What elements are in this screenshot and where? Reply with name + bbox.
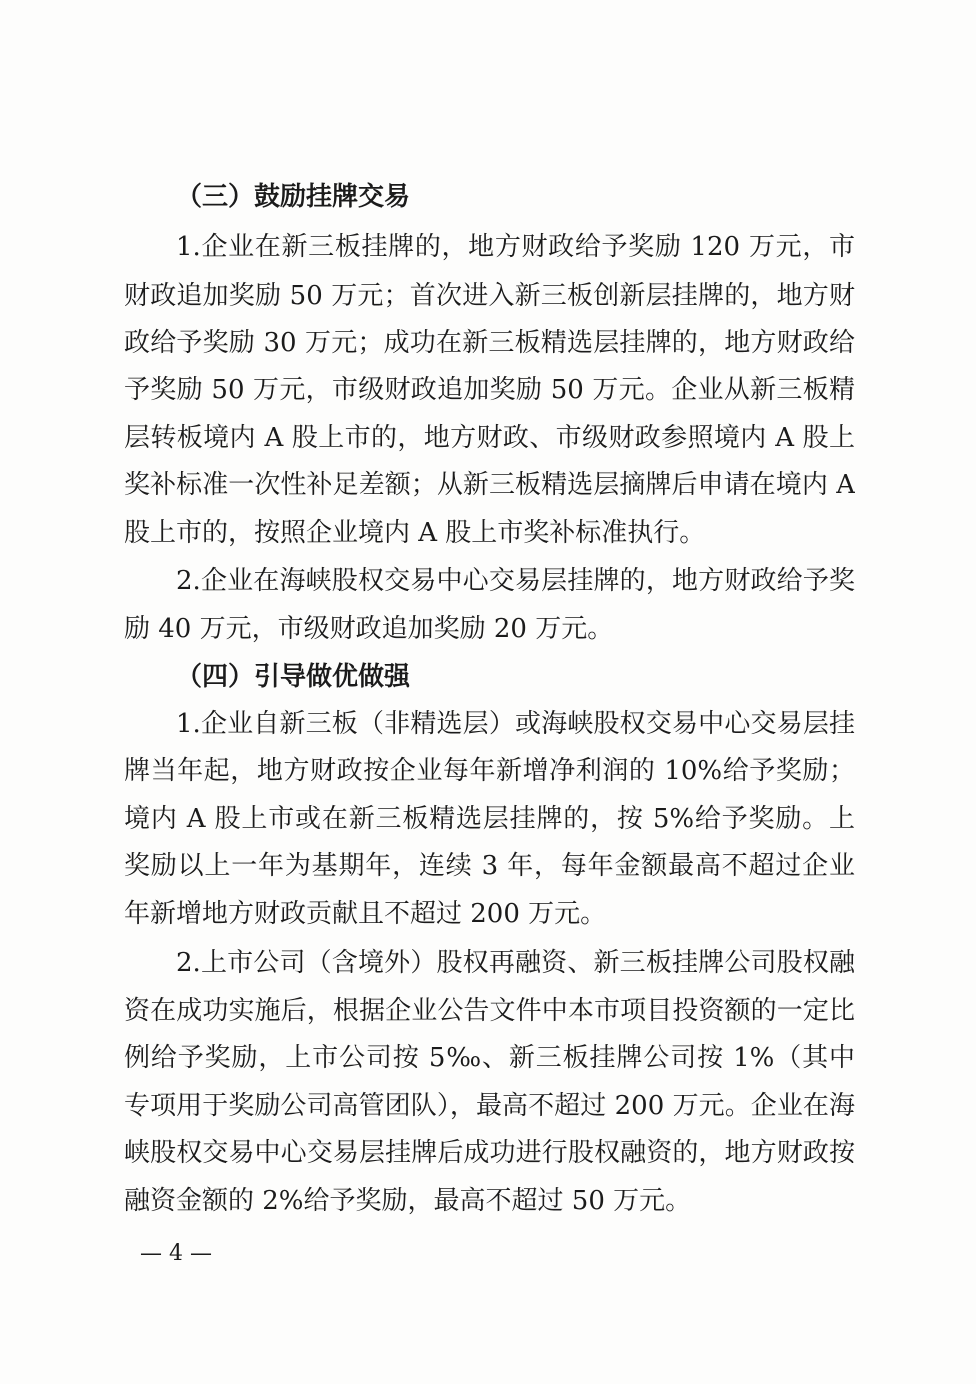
text-line: 股上市的，按照企业境内 A 股上市奖补标准执行。 (124, 518, 706, 548)
text-line: 境内 A 股上市或在新三板精选层挂牌的，按 5%给予奖励。上 (124, 804, 855, 834)
text-line: 峡股权交易中心交易层挂牌后成功进行股权融资的，地方财政按 (124, 1138, 855, 1168)
text-line: 奖励以上一年为基期年，连续 3 年，每年金额最高不超过企业 (124, 851, 855, 881)
text-line: 政给予奖励 30 万元；成功在新三板精选层挂牌的，地方财政给 (124, 328, 855, 358)
text-line: 1.企业在新三板挂牌的，地方财政给予奖励 120 万元，市 (176, 232, 855, 262)
text-line: 2.企业在海峡股权交易中心交易层挂牌的，地方财政给予奖 (176, 566, 855, 596)
text-line: 资在成功实施后，根据企业公告文件中本市项目投资额的一定比 (124, 996, 855, 1026)
text-line: 1.企业自新三板（非精选层）或海峡股权交易中心交易层挂 (176, 709, 855, 739)
section-heading: （三）鼓励挂牌交易 (176, 182, 411, 212)
text-line: 层转板境内 A 股上市的，地方财政、市级财政参照境内 A 股上 (124, 423, 855, 453)
text-line: 奖补标准一次性补足差额；从新三板精选层摘牌后申请在境内 A (124, 470, 855, 500)
text-line: 例给予奖励，上市公司按 5‰、新三板挂牌公司按 1%（其中 (124, 1043, 855, 1073)
text-line: 年新增地方财政贡献且不超过 200 万元。 (124, 899, 607, 929)
text-line: 财政追加奖励 50 万元；首次进入新三板创新层挂牌的，地方财 (124, 281, 855, 311)
text-line: 2.上市公司（含境外）股权再融资、新三板挂牌公司股权融 (176, 948, 855, 978)
text-line: 融资金额的 2%给予奖励，最高不超过 50 万元。 (124, 1186, 692, 1216)
section-heading: （四）引导做优做强 (176, 662, 411, 692)
text-line: 牌当年起，地方财政按企业每年新增净利润的 10%给予奖励； (124, 756, 855, 786)
text-line: 予奖励 50 万元，市级财政追加奖励 50 万元。企业从新三板精 (124, 375, 855, 405)
text-line: 励 40 万元，市级财政追加奖励 20 万元。 (124, 614, 614, 644)
text-line: 专项用于奖励公司高管团队），最高不超过 200 万元。企业在海 (124, 1091, 855, 1121)
page-number: — 4 — (140, 1241, 212, 1266)
